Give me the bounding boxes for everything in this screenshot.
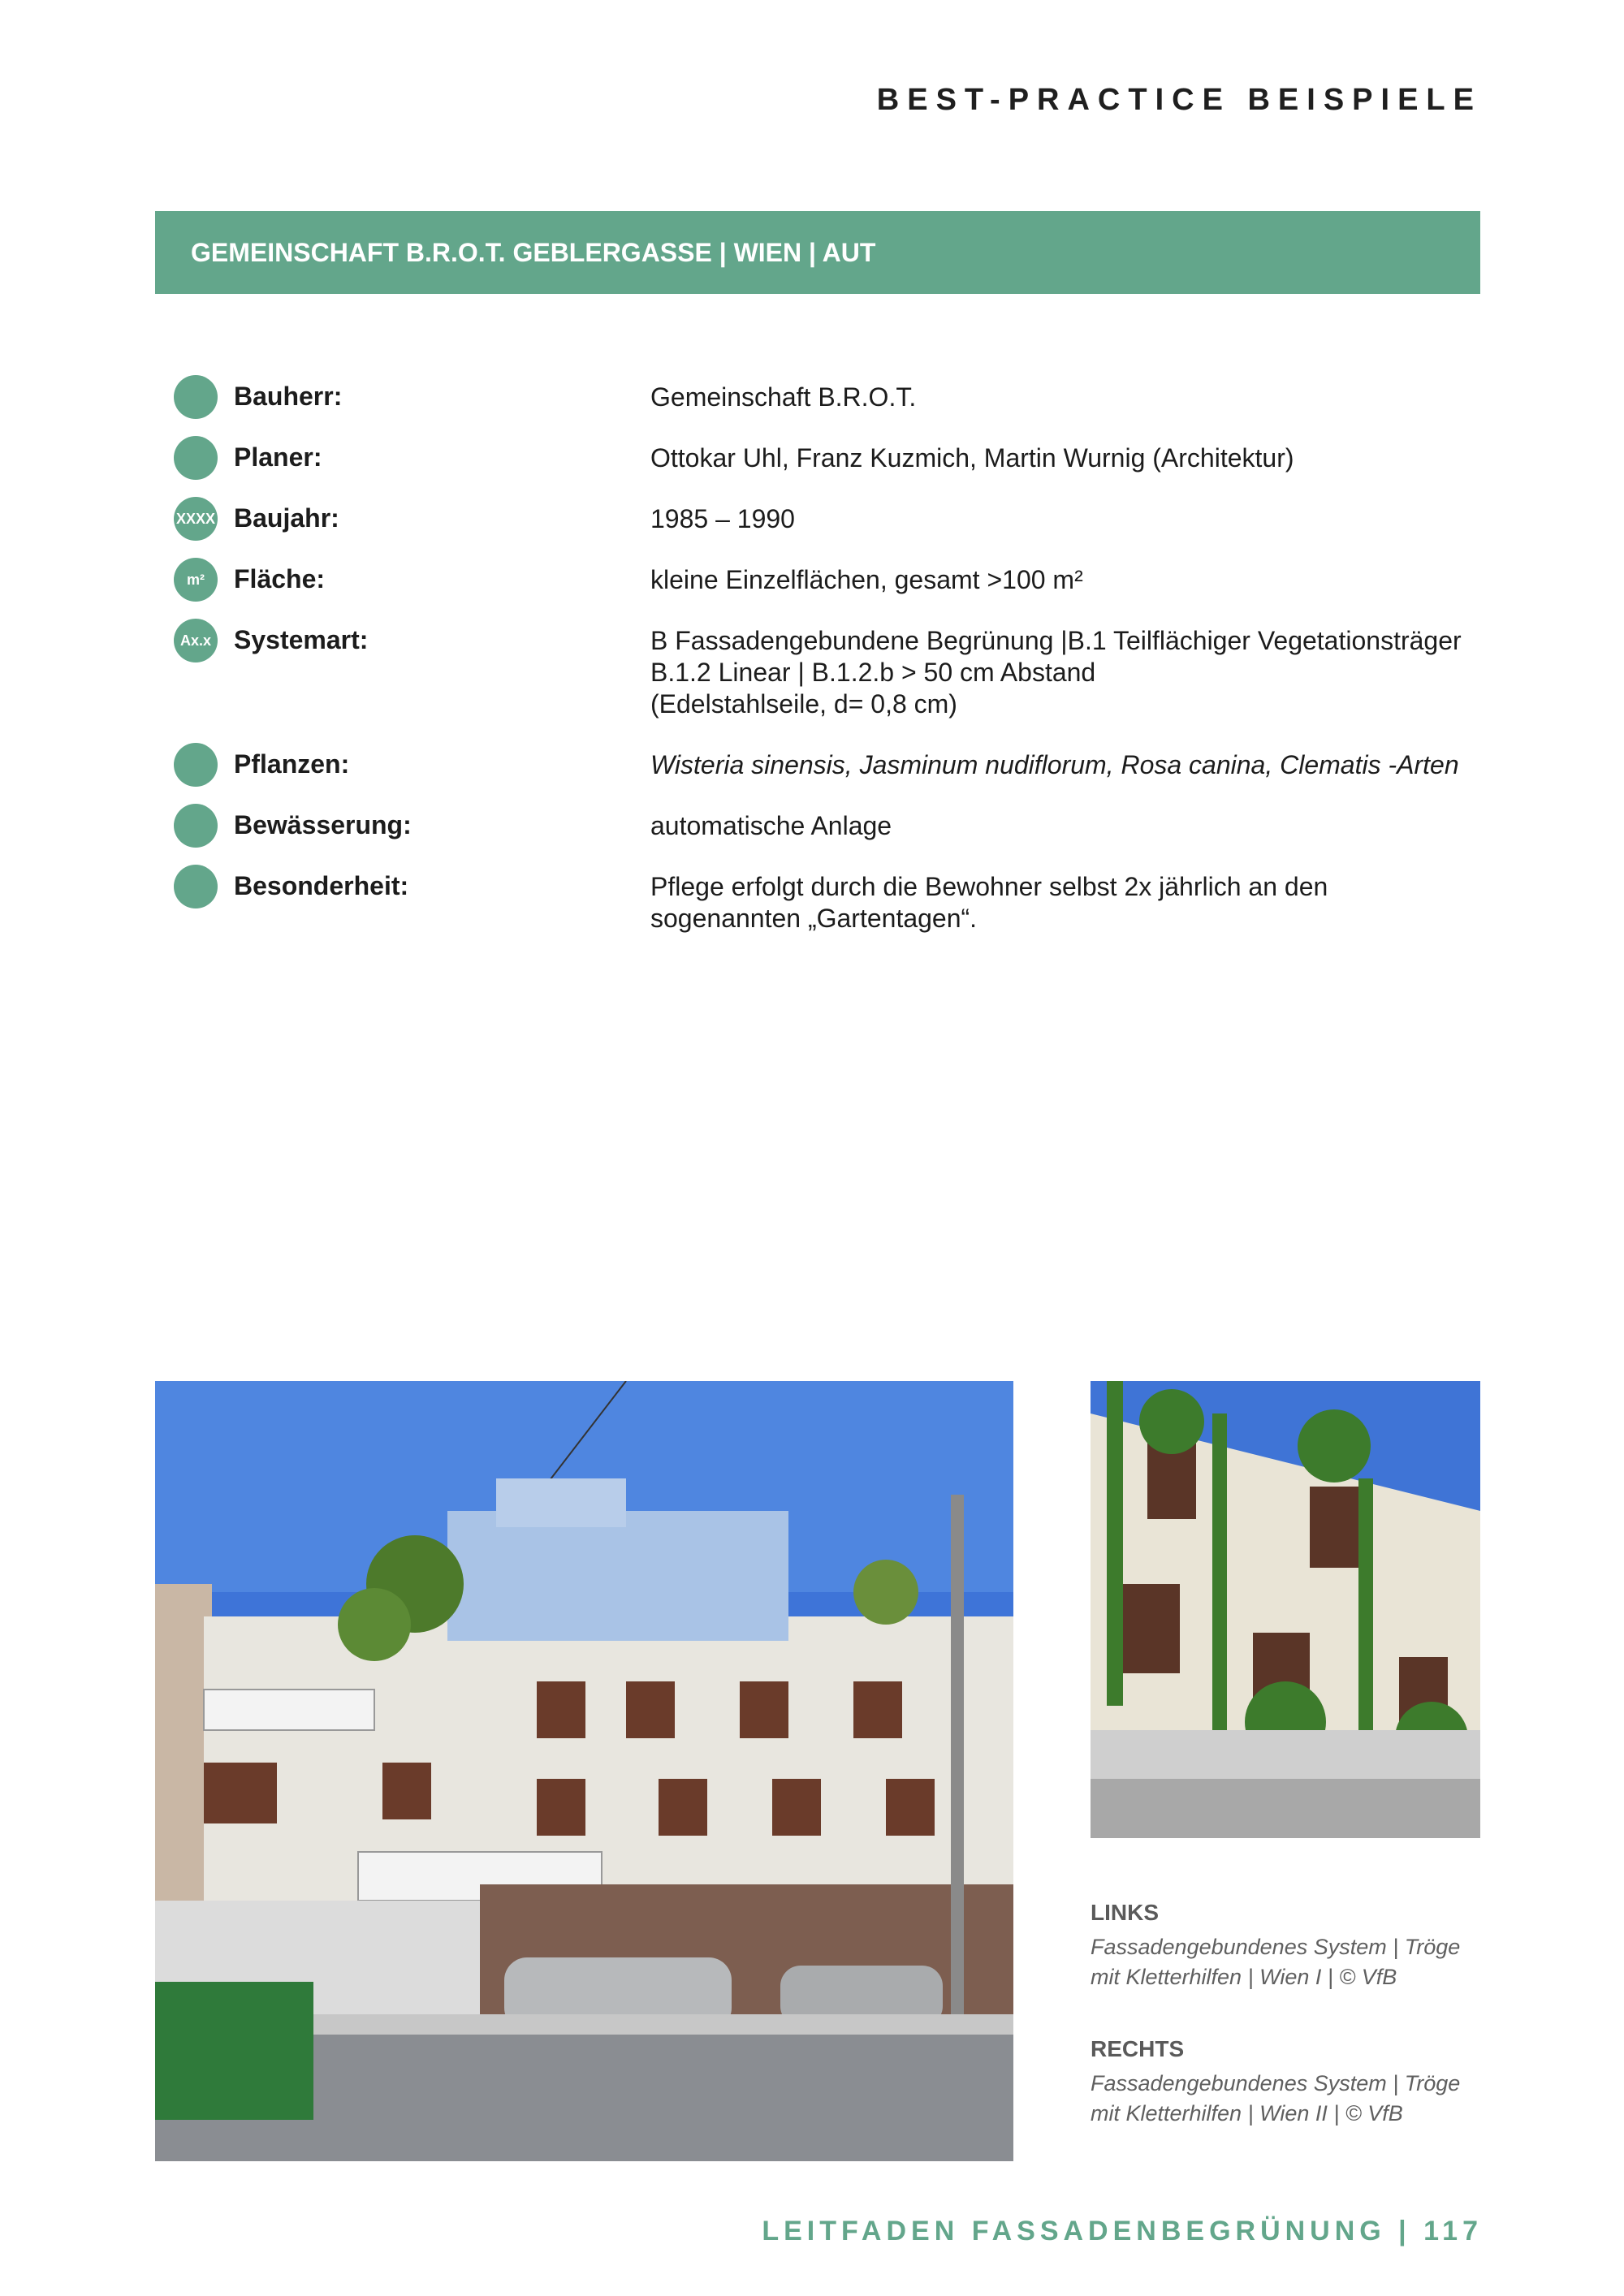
detail-value <box>650 749 1481 781</box>
detail-label: Baujahr: <box>234 503 339 533</box>
caption-left-line: mit Kletterhilfen | Wien I | © VfB <box>1091 1965 1397 1989</box>
watering-icon <box>174 804 218 848</box>
detail-row <box>174 442 1481 474</box>
caption-right <box>1091 2036 1480 2129</box>
page-footer: LEITFADEN FASSADENBEGRÜNUNG | 117 <box>762 2216 1483 2246</box>
detail-value-line: automatische Anlage <box>650 811 892 840</box>
detail-value <box>650 810 1481 842</box>
detail-value-line: Ottokar Uhl, Franz Kuzmich, Martin Wurnig (Architektur) <box>650 443 1294 473</box>
detail-value-line: kleine Einzelflächen, gesamt >100 m² <box>650 565 1083 594</box>
detail-row <box>174 871 1481 934</box>
project-title: GEMEINSCHAFT B.R.O.T. GEBLERGASSE | WIEN | AUT <box>191 237 876 267</box>
detail-label: Pflanzen: <box>234 749 350 779</box>
detail-row <box>174 625 1481 720</box>
detail-label: Systemart: <box>234 625 369 654</box>
caption-right-text <box>1091 2069 1480 2129</box>
speech-bubble-icon <box>174 865 218 908</box>
caption-left-title: LINKS <box>1091 1900 1159 1925</box>
caption-right-line: mit Kletterhilfen | Wien II | © VfB <box>1091 2101 1403 2126</box>
detail-label: Besonderheit: <box>234 871 409 900</box>
detail-row <box>174 810 1481 842</box>
detail-value-line: Pflege erfolgt durch die Bewohner selbst 2x jährlich an den <box>650 872 1328 901</box>
detail-row <box>174 382 1481 413</box>
caption-left <box>1091 1900 1480 1992</box>
section-title: BEST-PRACTICE BEISPIELE <box>876 83 1482 117</box>
detail-value <box>650 564 1481 596</box>
project-banner <box>155 211 1480 294</box>
building-photo-left <box>155 1381 1013 2161</box>
detail-value <box>650 442 1481 474</box>
project-details <box>174 382 1481 964</box>
detail-value <box>650 382 1481 413</box>
detail-label: Bauherr: <box>234 382 343 411</box>
detail-row <box>174 564 1481 596</box>
detail-label: Planer: <box>234 442 322 472</box>
detail-value <box>650 625 1481 720</box>
detail-value-line: Wisteria sinensis, Jasminum nudiflorum, Rosa canina, Clematis -Arten <box>650 750 1459 779</box>
detail-value <box>650 871 1481 934</box>
detail-value-line: Gemeinschaft B.R.O.T. <box>650 382 917 412</box>
detail-value-line: (Edelstahlseile, d= 0,8 cm) <box>650 689 957 719</box>
detail-label: Fläche: <box>234 564 326 593</box>
caption-left-text <box>1091 1932 1480 1992</box>
detail-value-line: 1985 – 1990 <box>650 504 795 533</box>
plant-icon <box>174 743 218 787</box>
building-photo-right <box>1091 1381 1480 1838</box>
detail-label: Bewässerung: <box>234 810 412 839</box>
detail-value-line: B.1.2 Linear | B.1.2.b > 50 cm Abstand <box>650 658 1096 687</box>
detail-value <box>650 503 1481 535</box>
system-icon: Ax.x <box>174 619 218 662</box>
caption-left-line: Fassadengebundenes System | Tröge <box>1091 1935 1461 1959</box>
calendar-icon: XXXX <box>174 497 218 541</box>
detail-row <box>174 503 1481 535</box>
pencil-icon <box>174 436 218 480</box>
builder-icon <box>174 375 218 419</box>
detail-value-line: B Fassadengebundene Begrünung |B.1 Teilflächiger Vegetationsträger <box>650 626 1462 655</box>
detail-row <box>174 749 1481 781</box>
caption-right-line: Fassadengebundenes System | Tröge <box>1091 2071 1461 2095</box>
detail-value-line: sogenannten „Gartentagen“. <box>650 904 978 933</box>
caption-right-title: RECHTS <box>1091 2036 1185 2061</box>
area-icon: m² <box>174 558 218 602</box>
